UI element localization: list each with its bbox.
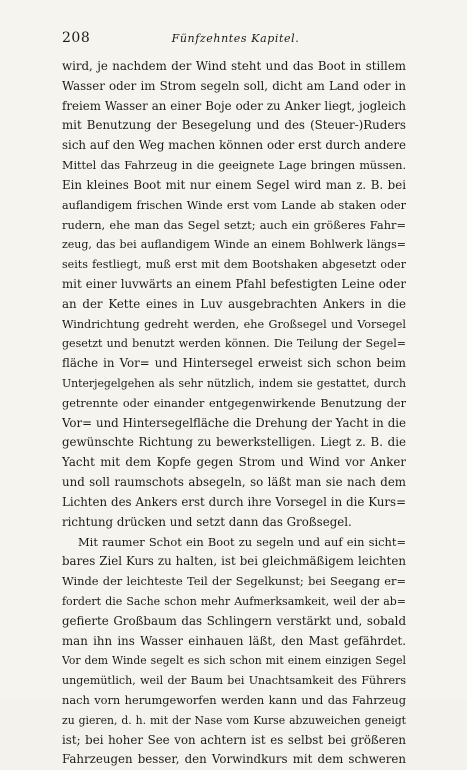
- text-line: gefierte Großbaum das Schlingern verstärkt und, sobald: [62, 613, 406, 628]
- text-line: an der Kette eines in Luv ausgebrachten Ankers in die: [62, 296, 406, 311]
- text-line: bares Ziel Kurs zu halten, ist bei gleichmäßigem leichten: [62, 554, 406, 569]
- body-text: [62, 57, 406, 770]
- text-line: nach vorn herumgeworfen werden kann und das Fahrzeug: [62, 693, 406, 707]
- text-line: Windrichtung gedreht werden, ehe Großsegel und Vorsegel: [62, 317, 406, 331]
- text-line: gewünschte Richtung zu bewerkstelligen. Liegt z. B. die: [62, 435, 406, 450]
- text-line: mit Benutzung der Besegelung und des (Steuer-)Ruders: [62, 118, 406, 133]
- text-line: fläche in Vor= und Hintersegel erweist sich schon beim: [62, 356, 406, 371]
- page-header: [62, 30, 409, 50]
- text-line: auflandigem frischen Winde erst vom Lande ab staken oder: [62, 198, 406, 212]
- text-line: gesetzt und benutzt werden können. Die Teilung der Segel=: [62, 337, 406, 351]
- text-line: man ihn ins Wasser einhauen läßt, den Mast gefährdet.: [62, 633, 406, 648]
- text-line: seits festliegt, muß erst mit dem Bootshaken abgesetzt oder: [62, 258, 406, 272]
- text-line: Vor= und Hintersegelfläche die Drehung der Yacht in die: [62, 415, 406, 430]
- text-line: sich auf den Weg machen können oder erst durch andere: [62, 138, 406, 153]
- text-line: Unterjegelgehen als sehr nützlich, indem sie gestattet, durch: [62, 377, 406, 390]
- page-number: 208: [62, 30, 91, 46]
- text-line: Mittel das Fahrzeug in die geeignete Lage bringen müssen.: [62, 159, 406, 173]
- text-line: wird, je nachdem der Wind steht und das Boot in stillem: [62, 59, 406, 73]
- text-line: ungemütlich, weil der Baum bei Unachtsamkeit des Führers: [62, 674, 406, 688]
- text-line: mit einer luvwärts an einem Pfahl befestigten Leine oder: [62, 276, 406, 291]
- text-line: und soll raumschots absegeln, so läßt man sie nach dem: [62, 475, 406, 490]
- text-line: Ein kleines Boot mit nur einem Segel wird man z. B. bei: [62, 177, 406, 192]
- text-line: zu gieren, d. h. mit der Nase vom Kurse abzuweichen geneigt: [62, 713, 406, 727]
- text-line: richtung drücken und setzt dann das Großsegel.: [62, 514, 352, 529]
- text-line: zeug, das bei auflandigem Winde an einem Bohlwerk längs=: [62, 238, 406, 252]
- text-line: Lichten des Ankers erst durch ihre Vorsegel in die Kurs=: [62, 494, 406, 509]
- text-line: Yacht mit dem Kopfe gegen Strom und Wind vor Anker: [62, 455, 406, 470]
- text-line: getrennte oder einander entgegenwirkende Benutzung der: [62, 396, 406, 410]
- text-line: Vor dem Winde segelt es sich schon mit einem einzigen Segel: [62, 654, 406, 668]
- text-line: Wasser oder im Strom segeln soll, dicht am Land oder in: [62, 78, 406, 93]
- text-line: fordert die Sache schon mehr Aufmerksamkeit, weil der ab=: [62, 594, 406, 608]
- text-line: ist; bei hoher See von achtern ist es selbst bei größeren: [62, 732, 406, 747]
- text-line: Mit raumer Schot ein Boot zu segeln und auf ein sicht=: [78, 534, 406, 549]
- text-line: Winde der leichteste Teil der Segelkunst; bei Seegang er=: [62, 574, 406, 589]
- running-head: Fünfzehntes Kapitel.: [171, 32, 300, 45]
- text-line: freiem Wasser an einer Boje oder zu Anker liegt, jogleich: [62, 98, 406, 113]
- text-line: rudern, ehe man das Segel setzt; auch ein größeres Fahr=: [62, 217, 406, 232]
- text-line: Fahrzeugen besser, den Vorwindkurs mit dem schweren: [62, 752, 406, 767]
